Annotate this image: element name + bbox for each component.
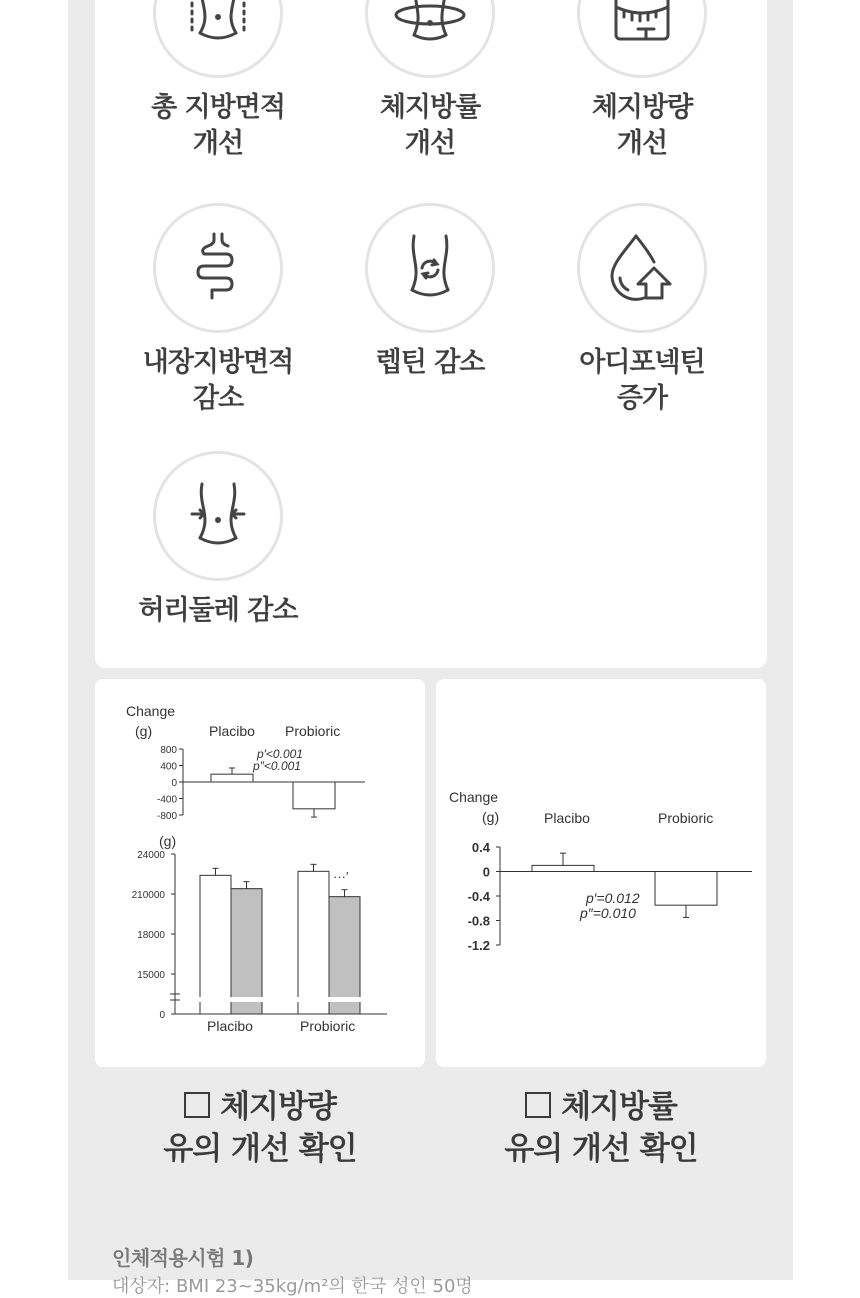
benefit-label: 체지방량 개선 [591, 92, 693, 159]
benefit-body-fat-mass [542, 0, 742, 162]
y-label-change: Change [126, 703, 176, 719]
y-tick-label: 800 [160, 745, 177, 756]
category-label: Placibo [209, 723, 255, 739]
benefit-waist [118, 451, 318, 629]
benefit-label: 총 지방면적 개선 [151, 92, 285, 159]
p-annotation: p″<0.001 [253, 759, 301, 773]
benefit-label: 렙틴 감소 [375, 347, 485, 378]
benefit-adiponectin [542, 203, 742, 417]
benefit-label: 내장지방면적 감소 [142, 347, 294, 414]
p-annotation: p′<0.001 [257, 747, 303, 761]
caption-line2: 유의 개선 확인 [163, 1131, 357, 1167]
significance-mark: ···′ [333, 869, 349, 884]
chart-card-fat-ratio [436, 679, 766, 1067]
y-tick-label: -400 [156, 794, 177, 806]
sub-y-label: (g) [159, 833, 177, 849]
chart-card-fat-mass [95, 679, 425, 1067]
water-drop-up-icon [577, 203, 707, 333]
bar [655, 872, 717, 906]
y-tick-label: -800 [156, 811, 177, 822]
y-label-unit: (g) [482, 809, 500, 825]
y-tick-label: 24000 [137, 850, 165, 861]
benefit-label: 체지방률 개선 [379, 92, 481, 159]
y-tick-label: 15000 [137, 970, 165, 981]
bar [200, 875, 231, 1014]
y-tick-label: 0.4 [471, 840, 490, 855]
caption-line1: 체지방률 [561, 1089, 677, 1125]
y-tick-label: -0.8 [467, 913, 490, 929]
benefit-label: 아디포넥틴 증가 [579, 347, 705, 414]
category-label: Probioric [285, 723, 341, 739]
y-tick-label: 0 [482, 864, 490, 880]
bar [532, 865, 594, 871]
axis-break-gap [195, 997, 365, 1002]
y-label-change: Change [449, 789, 499, 805]
benefit-visceral-fat [118, 203, 318, 417]
y-tick-label: -0.4 [467, 889, 490, 904]
bar [298, 871, 329, 1014]
y-tick-label: -1.2 [467, 938, 490, 953]
body-fat-area-icon [153, 0, 283, 78]
y-tick-label: 0 [171, 778, 177, 789]
fat-ratio-chart [436, 679, 766, 1067]
checkbox-square-icon [184, 1092, 210, 1118]
footnote-title: 인체적용시험 1) [112, 1246, 254, 1270]
fat-mass-chart [95, 679, 425, 1067]
category-label: Probioric [658, 810, 714, 826]
body-fat-ratio-icon [365, 0, 495, 78]
caption-fat-ratio [436, 1086, 766, 1170]
footnote-partial-line: 대상자: BMI 23~35kg/m²의 한국 성인 50명 [112, 1276, 473, 1297]
y-label-unit: (g) [135, 723, 153, 739]
caption-line1: 체지방량 [220, 1089, 336, 1125]
checkbox-square-icon [525, 1092, 551, 1118]
y-tick-label: 400 [160, 761, 177, 773]
sub-category-label: Probioric [300, 1018, 356, 1034]
benefit-leptin [330, 203, 530, 381]
bar [211, 774, 253, 782]
sub-category-label: Placibo [207, 1018, 253, 1034]
intestine-icon [153, 203, 283, 333]
benefit-label: 허리둘레 감소 [138, 595, 298, 626]
waist-icon [153, 451, 283, 581]
before-after-plot [132, 850, 387, 1021]
y-tick-label: 210000 [131, 890, 165, 901]
bar [329, 897, 360, 1014]
p-annotation: p″=0.010 [580, 905, 636, 921]
caption-fat-mass [95, 1086, 425, 1170]
caption-line2: 유의 개선 확인 [504, 1131, 698, 1167]
body-fat-mass-icon [577, 0, 707, 78]
bar [231, 889, 262, 1014]
benefit-total-fat-area [118, 0, 318, 162]
bar [293, 782, 335, 809]
y-tick-label: 18000 [137, 930, 165, 941]
leptin-icon [365, 203, 495, 333]
p-annotation: p′=0.012 [586, 890, 640, 906]
benefits-card [95, 0, 767, 668]
category-label: Placibo [544, 810, 590, 826]
benefit-body-fat-ratio [330, 0, 530, 162]
y-tick-label: 0 [159, 1010, 165, 1021]
